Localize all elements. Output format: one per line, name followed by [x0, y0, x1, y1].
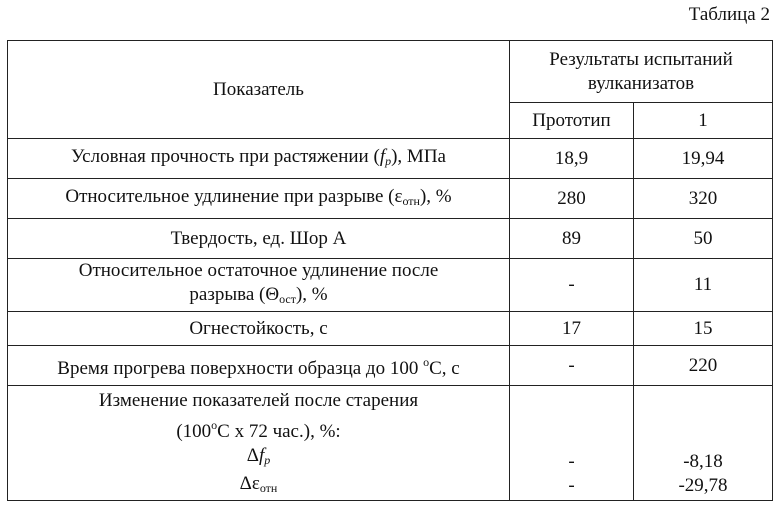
header-group	[510, 41, 773, 103]
header-group-line2: вулканизатов	[587, 72, 695, 94]
cell-prototype: 280	[510, 179, 634, 219]
cell-sample-1: 220	[634, 346, 773, 386]
cell-prototype-b: -	[568, 475, 575, 496]
row-param	[8, 139, 510, 179]
param-subscript: ост	[279, 292, 296, 306]
param-text: ), %	[419, 185, 452, 207]
cell-prototype: 17	[510, 312, 634, 346]
cell-sample-1-a: -8,18	[683, 451, 723, 472]
row-param: Огнестойкость, с	[8, 312, 510, 346]
table-row	[8, 386, 773, 501]
row-param	[8, 179, 510, 219]
cell-sample-1: 320	[634, 179, 773, 219]
param-text: С х 72 час.), %:	[217, 421, 341, 442]
table-row	[8, 139, 773, 179]
header-group-line1: Результаты испытаний	[549, 48, 733, 70]
param-line1: Относительное остаточное удлинение после	[78, 260, 439, 281]
cell-sample-1	[634, 386, 773, 501]
param-line2	[14, 413, 503, 444]
param-text: (100	[176, 421, 212, 442]
param-subscript: р	[264, 453, 271, 467]
param-superscript: o	[211, 418, 218, 432]
cell-prototype	[510, 386, 634, 501]
param-line1: Изменение показателей после старения	[98, 390, 419, 411]
results-table	[7, 40, 773, 501]
cell-sample-1: 50	[634, 219, 773, 259]
param-symbol: f	[258, 445, 265, 466]
param-line2	[14, 283, 503, 311]
row-param	[8, 259, 510, 312]
param-text: ), %	[295, 284, 328, 305]
table-row	[8, 312, 773, 346]
param-subscript: p	[385, 153, 392, 168]
table-row	[8, 346, 773, 386]
param-sub-b	[14, 472, 503, 500]
param-text: ), МПа	[391, 145, 446, 167]
row-param: Твердость, ед. Шор А	[8, 219, 510, 259]
cell-sample-1-b: -29,78	[678, 475, 728, 496]
cell-prototype: 18,9	[510, 139, 634, 179]
param-text: Время прогрева поверхности образца до 100	[57, 358, 424, 379]
header-sample-1: 1	[634, 103, 773, 139]
table-row	[8, 259, 773, 312]
param-text: С, с	[429, 358, 460, 379]
header-prototype: Прототип	[510, 103, 634, 139]
table-row	[8, 179, 773, 219]
table-caption: Таблица 2	[688, 4, 770, 25]
header-param: Показатель	[8, 41, 510, 139]
param-text: Условная прочность при растяжении (	[71, 145, 380, 167]
param-subscript: отн	[402, 193, 420, 208]
cell-prototype-a: -	[568, 451, 575, 472]
param-subscript: отн	[259, 481, 278, 495]
row-param	[8, 386, 510, 501]
cell-prototype: -	[510, 346, 634, 386]
cell-sample-1: 19,94	[634, 139, 773, 179]
cell-prototype: -	[510, 259, 634, 312]
header-row	[8, 41, 773, 103]
param-symbol: f	[379, 145, 386, 167]
cell-prototype: 89	[510, 219, 634, 259]
table-row	[8, 219, 773, 259]
cell-sample-1: 15	[634, 312, 773, 346]
param-text: Относительное удлинение при разрыве (ε	[65, 185, 403, 207]
param-superscript: o	[423, 355, 430, 369]
param-text: Δε	[239, 473, 260, 494]
param-text: разрыва (Θ	[189, 284, 280, 305]
cell-sample-1: 11	[634, 259, 773, 312]
param-text: Δ	[246, 445, 259, 466]
param-sub-a	[14, 444, 503, 472]
row-param	[8, 346, 510, 386]
